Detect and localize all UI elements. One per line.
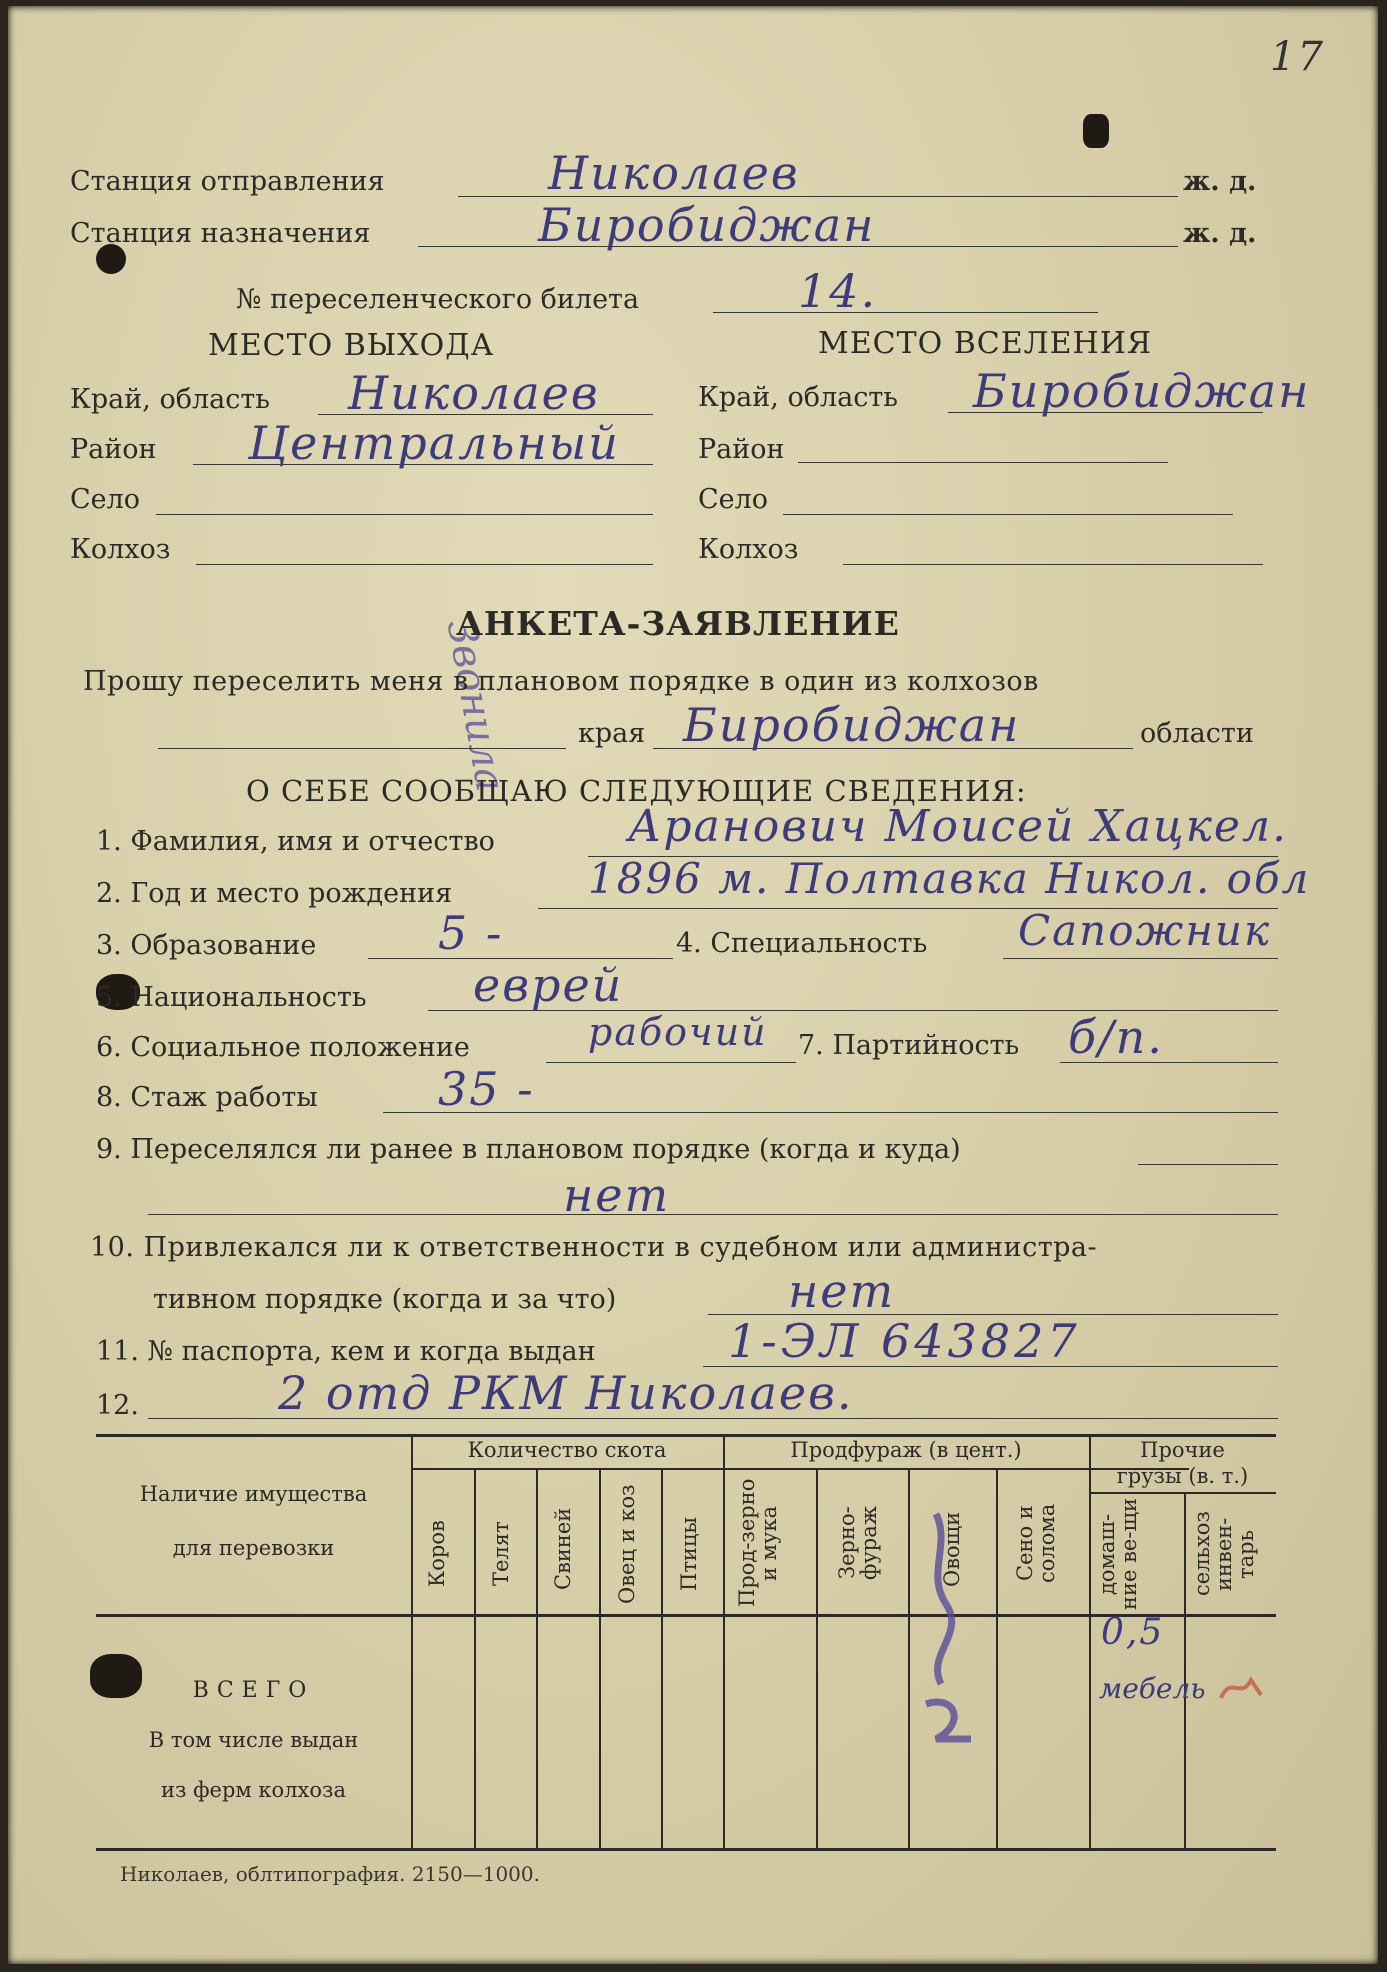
field-3-label: 3. Образование	[96, 930, 317, 961]
exit-region-label: Край, область	[70, 384, 270, 415]
table-group-divider	[411, 1468, 1189, 1470]
col-header: Коров	[425, 1520, 449, 1588]
field-11-label: 11. № паспорта, кем и когда выдан	[96, 1336, 596, 1367]
ticket-line	[713, 312, 1098, 313]
issued-label-1: В том числе выдан	[148, 1728, 359, 1752]
col-header: Сено и солома	[1013, 1503, 1060, 1583]
col-header: домаш-ние ве-щи	[1095, 1498, 1142, 1610]
group-livestock: Количество скота	[467, 1438, 667, 1462]
field-6-label: 6. Социальное положение	[96, 1032, 470, 1063]
station-from-label: Станция отправления	[70, 166, 385, 197]
settle-kolkhoz-line	[843, 564, 1263, 565]
station-to-value: Биробиджан	[538, 198, 876, 252]
settle-village-line	[783, 514, 1233, 515]
col-header: Телят	[489, 1521, 513, 1587]
field-6-line	[546, 1062, 796, 1063]
field-1-value: Аранович Моисей Хацкел.	[628, 801, 1288, 852]
table-col-divider	[1184, 1492, 1186, 1848]
ticket-label: № переселенческого билета	[236, 284, 640, 315]
request-line-1: Прошу переселить меня в плановом порядке в один из колхозов	[83, 666, 1039, 697]
field-9-label: 9. Переселялся ли ранее в плановом порядке (когда и куда)	[96, 1134, 961, 1165]
request-krai-line	[158, 748, 566, 749]
table-col-divider	[723, 1434, 725, 1848]
exit-place-header: МЕСТО ВЫХОДА	[208, 328, 495, 363]
col-header: сельхоз инвен-тарь	[1190, 1511, 1259, 1597]
household-value: 0,5	[1101, 1612, 1165, 1653]
field-9-value: нет	[563, 1168, 671, 1222]
col-header: Овощи	[940, 1511, 964, 1587]
request-krai-label: края	[578, 718, 646, 749]
about-header: О СЕБЕ СООБЩАЮ СЛЕДУЮЩИЕ СВЕДЕНИЯ:	[246, 774, 1027, 808]
violet-stamp: Звонила	[437, 616, 514, 796]
station-from-value: Николаев	[548, 146, 800, 200]
table-row-label-2: для перевозки	[172, 1536, 335, 1560]
field-4-value: Сапожник	[1018, 906, 1272, 955]
table-col-divider	[599, 1468, 601, 1848]
form-title: АНКЕТА-ЗАЯВЛЕНИЕ	[456, 604, 900, 643]
table-col-divider	[1089, 1434, 1091, 1848]
col-header: Прод-зерно и мука	[735, 1478, 782, 1608]
field-8-value: 35 -	[438, 1062, 535, 1116]
exit-district-label: Район	[70, 434, 157, 465]
request-region-value: Биробиджан	[683, 698, 1021, 752]
table-row-label-1: Наличие имущества	[139, 1482, 368, 1506]
table-top-border	[96, 1434, 1276, 1437]
exit-region-value: Николаев	[348, 366, 600, 420]
household-note: мебель	[1099, 1672, 1206, 1705]
table-bottom-border	[96, 1848, 1276, 1851]
settle-region-value: Биробиджан	[973, 364, 1311, 418]
settle-place-header: МЕСТО ВСЕЛЕНИЯ	[818, 326, 1153, 361]
page-number: 17	[1270, 34, 1325, 80]
table-col-divider	[536, 1468, 538, 1848]
exit-village-line	[156, 514, 653, 515]
field-8-label: 8. Стаж работы	[96, 1082, 318, 1113]
field-6-value: рабочий	[588, 1010, 768, 1054]
table-header-divider	[96, 1614, 1276, 1617]
station-to-suffix: ж. д.	[1183, 218, 1257, 249]
col-header: Зерно-фураж	[835, 1505, 882, 1581]
station-from-suffix: ж. д.	[1183, 166, 1257, 197]
field-7-label: 7. Партийность	[798, 1030, 1020, 1061]
field-2-value: 1896 м. Полтавка Никол. обл	[588, 854, 1311, 903]
field-12-value: 2 отд РКМ Николаев.	[278, 1366, 854, 1420]
settle-village-label: Село	[698, 484, 769, 515]
exit-kolkhoz-label: Колхоз	[70, 534, 171, 565]
field-1-label: 1. Фамилия, имя и отчество	[96, 826, 495, 857]
field-4-label: 4. Специальность	[676, 928, 928, 959]
field-2-label: 2. Год и место рождения	[96, 878, 453, 909]
form-sheet	[8, 6, 1378, 1964]
total-label: ВСЕГО	[192, 1678, 315, 1703]
field-12-label: 12.	[96, 1390, 139, 1421]
cargo-table	[96, 1434, 1276, 1854]
table-group-divider	[1089, 1492, 1276, 1494]
group-other-1: Прочие	[1140, 1438, 1225, 1462]
settle-district-line	[798, 462, 1168, 463]
table-col-divider	[411, 1434, 413, 1848]
field-7-value: б/п.	[1068, 1010, 1164, 1064]
field-5-label: 5. Национальность	[96, 982, 367, 1013]
violet-scribble	[896, 1504, 1006, 1754]
field-9-line-2	[148, 1214, 1278, 1215]
col-header: Птицы	[677, 1516, 701, 1592]
field-10-value: нет	[788, 1264, 896, 1318]
exit-district-value: Центральный	[248, 416, 620, 470]
col-header: Свиней	[551, 1507, 575, 1591]
print-footer: Николаев, облтипография. 2150—1000.	[120, 1862, 540, 1886]
settle-kolkhoz-label: Колхоз	[698, 534, 799, 565]
field-9-line	[1138, 1164, 1278, 1165]
field-11-value: 1-ЭЛ 643827	[728, 1314, 1081, 1368]
settle-region-label: Край, область	[698, 382, 898, 413]
red-mark	[1216, 1670, 1266, 1704]
settle-district-label: Район	[698, 434, 785, 465]
field-5-value: еврей	[473, 958, 624, 1012]
punch-hole	[1083, 114, 1109, 148]
col-header: Овец и коз	[615, 1484, 639, 1604]
group-other-2: грузы (в. т.)	[1116, 1464, 1249, 1488]
table-col-divider	[474, 1468, 476, 1848]
issued-label-2: из ферм колхоза	[160, 1778, 346, 1802]
exit-village-label: Село	[70, 484, 141, 515]
ticket-value: 14.	[798, 264, 878, 318]
field-4-line	[1003, 958, 1278, 959]
group-feed: Продфураж (в цент.)	[790, 1438, 1022, 1462]
exit-kolkhoz-line	[196, 564, 653, 565]
request-oblast-label: области	[1140, 718, 1254, 749]
station-to-label: Станция назначения	[70, 218, 371, 249]
field-10-label-1: 10. Привлекался ли к ответственности в судебном или администра-	[90, 1232, 1098, 1263]
table-col-divider	[816, 1468, 818, 1848]
field-3-value: 5 -	[438, 906, 504, 960]
field-10-label-2: тивном порядке (когда и за что)	[153, 1284, 617, 1315]
table-col-divider	[661, 1468, 663, 1848]
